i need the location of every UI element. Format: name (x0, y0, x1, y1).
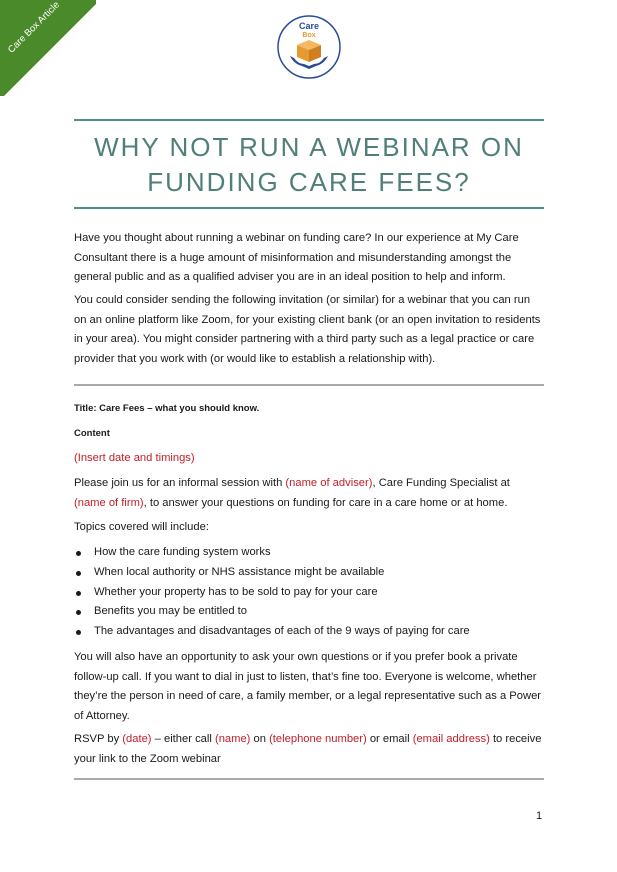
join-text-2: , Care Funding Specialist at (372, 477, 510, 489)
join-paragraph (74, 474, 544, 513)
title-bottom-rule (74, 207, 544, 209)
rsvp-text-1: RSVP by (74, 733, 123, 745)
firm-name-placeholder: (name of firm) (74, 496, 144, 509)
topics-list (74, 543, 544, 642)
list-item: The advantages and disadvantages of each of the 9 ways of paying for care (74, 622, 544, 642)
contact-name-placeholder: (name) (214, 733, 251, 745)
rsvp-paragraph (74, 730, 544, 769)
section-divider-top (74, 384, 544, 386)
page-number: 1 (536, 810, 543, 822)
list-item: When local authority or NHS assistance might be available (74, 563, 544, 583)
email-placeholder: (email address) (412, 733, 490, 745)
list-item: Whether your property has to be sold to pay for your care (74, 583, 544, 603)
article-corner-tag (0, 0, 96, 96)
questions-paragraph: You will also have an opportunity to ask your own questions or if you prefer book a private follow-up call. If you want to dial in just to listen, that’s fine too. Everyone is welcome, whether they’re the person in need of care, a family member, or a legal representative such as a Power of Attorney. (74, 651, 542, 722)
intro-paragraph-1: Have you thought about running a webinar on funding care? In our experience at My Care Consultant there is a huge amount of misinformation and misunderstanding amongst the general public and as a qualified adviser you are in an ideal position to help and inform. (74, 232, 519, 283)
logo-word-box: Box (302, 32, 316, 39)
rsvp-text-4: or email (366, 733, 413, 745)
list-item: Benefits you may be entitled to (74, 602, 544, 622)
care-box-logo (276, 14, 342, 80)
intro-paragraph-2: You could consider sending the following invitation (or similar) for a webinar that you can run on an online platform like Zoom, for your existing client bank (or an open invitation to residents in your area). You might consider partnering with a third party such as a legal practice or care provider that you work with (or would like to establish a relationship with). (74, 294, 541, 365)
invite-title: Title: Care Fees – what you should know. (74, 403, 260, 414)
join-text-1: Please join us for an informal session with (74, 477, 286, 489)
join-text-3: , to answer your questions on funding for care in a care home or at home. (143, 496, 508, 509)
rsvp-text-2: – either call (151, 733, 215, 745)
title-top-rule (74, 119, 544, 121)
section-divider-bottom (74, 778, 544, 780)
logo-word-care: Care (298, 21, 320, 31)
adviser-name-placeholder: (name of adviser) (285, 477, 373, 489)
list-item: How the care funding system works (74, 543, 544, 563)
page-title: WHY NOT RUN A WEBINAR ON FUNDING CARE FEES? (94, 132, 524, 197)
rsvp-text-5: to receive your link to the Zoom webinar (74, 733, 542, 765)
date-placeholder: (Insert date and timings) (74, 452, 195, 464)
date-placeholder-inline: (date) (122, 733, 152, 745)
topics-intro: Topics covered will include: (74, 521, 209, 533)
telephone-placeholder: (telephone number) (269, 733, 367, 745)
content-label: Content (74, 428, 110, 439)
rsvp-text-3: on (250, 733, 270, 745)
corner-tag-text: Care Box Article (6, 0, 62, 56)
